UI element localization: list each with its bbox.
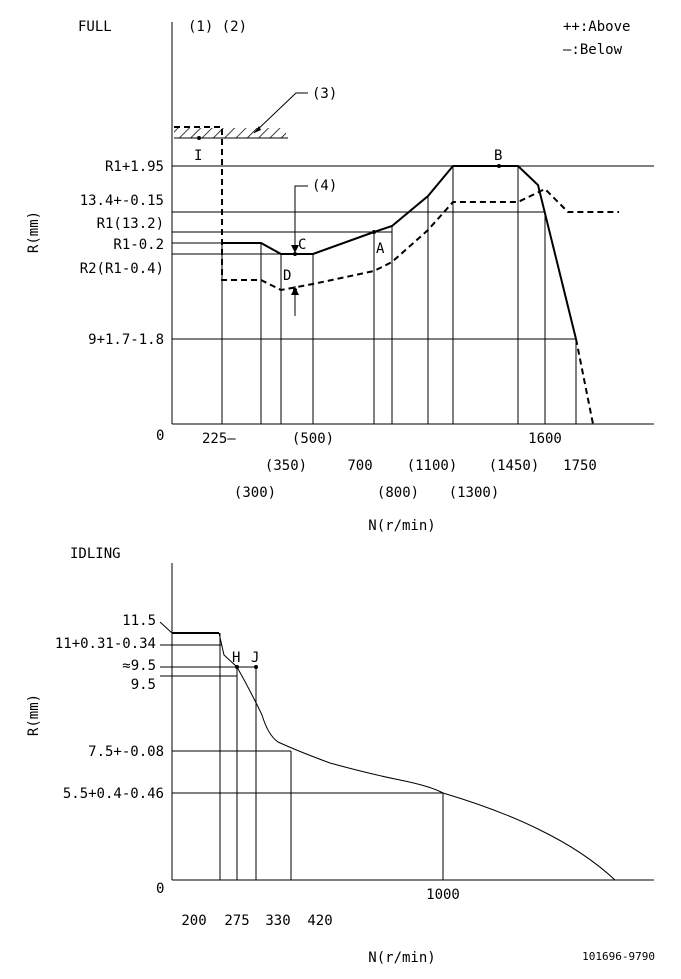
x-label-1600: 1600: [528, 431, 562, 447]
y-label-r1: R1(13.2): [96, 216, 164, 232]
idling-x-label-200: 200: [181, 913, 207, 929]
callout-4-label: (4): [312, 178, 338, 194]
idling-x-label-330: 330: [265, 913, 291, 929]
full-x-axis-label: N(r/min): [368, 518, 436, 534]
point-b-marker: [497, 164, 501, 168]
idling-origin: 0: [156, 881, 165, 897]
x-label-1450: (1450): [488, 458, 540, 474]
idling-x-label-420: 420: [307, 913, 333, 929]
notes-label: (1) (2): [188, 19, 248, 35]
point-j-label: J: [251, 650, 260, 666]
callout-3-label: (3): [312, 86, 338, 102]
point-h-label: H: [232, 650, 241, 666]
idling-x-label-275: 275: [224, 913, 250, 929]
point-b-label: B: [494, 148, 503, 164]
full-title: FULL: [78, 19, 112, 35]
idling-y-label-5-5: 5.5+0.4-0.46: [62, 786, 164, 802]
idling-title: IDLING: [70, 546, 121, 562]
x-label-500: (500): [291, 431, 335, 447]
x-label-1750: 1750: [563, 458, 597, 474]
y-label-9: 9+1.7-1.8: [88, 332, 164, 348]
x-label-300: (300): [233, 485, 277, 501]
legend-below: —:Below: [563, 42, 623, 58]
x-label-1100: (1100): [406, 458, 458, 474]
callout-3-leader: [254, 93, 308, 133]
x-label-225: 225—: [202, 431, 236, 447]
point-i-label: I: [194, 148, 203, 164]
y-label-r2: R2(R1-0.4): [79, 261, 164, 277]
idling-y-label-11-5: 11.5: [122, 613, 156, 629]
idling-y-label-9-5: 9.5: [130, 677, 156, 693]
point-d-label: D: [283, 268, 292, 284]
y-label-r1-minus-0-2: R1-0.2: [113, 237, 164, 253]
idling-y-label-approx-9-5: ≈9.5: [122, 658, 156, 674]
point-a-label: A: [376, 241, 385, 257]
full-curve-above-tail: [576, 339, 593, 424]
limit-hatch: [174, 128, 286, 138]
full-curve-above: [174, 127, 619, 290]
full-y-axis-label: R(mm): [26, 210, 42, 254]
idling-y-axis-label: R(mm): [26, 693, 42, 737]
full-origin: 0: [156, 428, 165, 444]
document-number: 101696-9790: [582, 950, 655, 963]
idling-x-label-1000: 1000: [426, 887, 460, 903]
x-label-700: 700: [347, 458, 373, 474]
x-label-800: (800): [376, 485, 420, 501]
legend-above: ++:Above: [563, 19, 631, 35]
full-curve-below: [222, 166, 576, 339]
idling-y-label-11: 11+0.31-0.34: [54, 636, 156, 652]
point-a-marker: [372, 230, 376, 234]
y-label-r1-plus-1-95: R1+1.95: [104, 159, 164, 175]
x-label-350: (350): [264, 458, 308, 474]
idling-chart: [26, 546, 654, 966]
x-label-1300: (1300): [448, 485, 500, 501]
full-chart: [26, 19, 654, 534]
point-i-marker: [197, 136, 201, 140]
leader-11-5: [160, 622, 172, 633]
y-label-13-4: 13.4+-0.15: [79, 193, 164, 209]
idling-curve: [219, 633, 615, 880]
idling-x-axis-label: N(r/min): [368, 950, 436, 966]
idling-y-label-7-5: 7.5+-0.08: [88, 744, 164, 760]
point-c-label: C: [298, 237, 307, 253]
